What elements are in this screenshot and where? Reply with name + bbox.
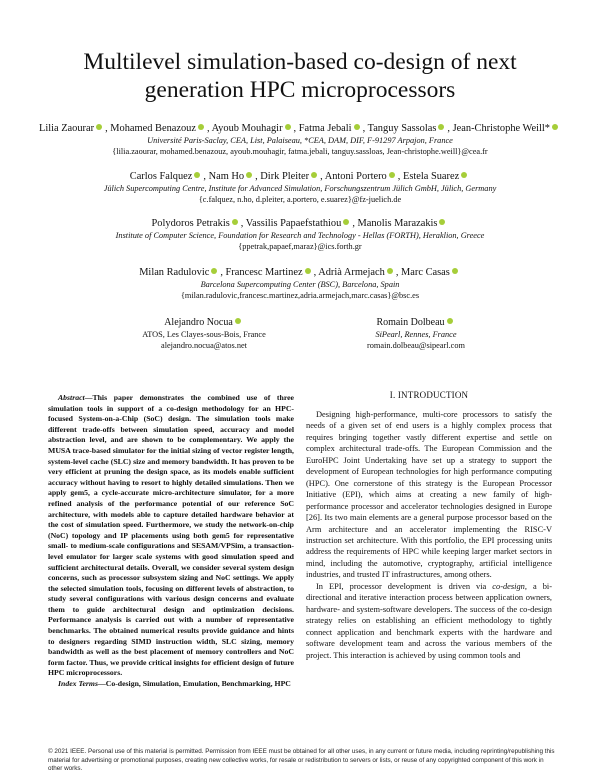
author-name: Fatma Jebali [298,123,352,134]
author-name: Francesc Martinez [225,267,303,278]
author-name: Antoni Portero [324,171,387,182]
orcid-icon[interactable] [447,318,453,324]
orcid-icon[interactable] [232,219,238,225]
abstract-paragraph [48,393,294,679]
author-name: Milan Radulovic [139,267,210,278]
orcid-icon[interactable] [194,172,200,178]
author-name: Dirk Pleiter [260,171,310,182]
email-line: alejandro.nocua@atos.net [161,341,247,350]
author-name: Alejandro Nocua [164,317,233,328]
orcid-icon[interactable] [211,268,217,274]
affiliation: Barcelona Supercomputing Center (BSC), Barcelona, Spain [200,280,400,289]
orcid-icon[interactable] [552,124,558,130]
author-name: Carlos Falquez [129,171,193,182]
author-name: Jean-Christophe Weill* [452,123,550,134]
affiliation: ATOS, Les Clayes-sous-Bois, France [142,330,266,339]
orcid-icon[interactable] [198,124,204,130]
author-name: Polydoros Petrakis [151,218,230,229]
orcid-icon[interactable] [387,268,393,274]
author-group-3 [20,217,580,252]
author-names: Carlos Falquez , Nam Ho , Dirk Pleiter , Antoni Portero , Estela Suarez [20,170,580,183]
orcid-icon[interactable] [96,124,102,130]
author-name: Lilia Zaourar [38,123,95,134]
orcid-icon[interactable] [452,268,458,274]
author-names: Lilia Zaourar , Mohamed Benazouz , Ayoub Mouhagir , Fatma Jebali , Tanguy Sassolas , Jean-Christophe Weill* [20,122,580,135]
author-name: Vassilis Papaefstathiou [245,218,342,229]
author-name: Marc Casas [401,267,450,278]
author-names: Milan Radulovic , Francesc Martinez , Adrià Armejach , Marc Casas [20,266,580,279]
author-group-4 [20,266,580,301]
introduction-body [306,409,552,661]
orcid-icon[interactable] [439,219,445,225]
author-name: Mohamed Benazouz [110,123,196,134]
abstract-label: Abstract [58,393,85,402]
orcid-icon[interactable] [311,172,317,178]
affiliation: Institute of Computer Science, Foundation for Research and Technology - Hellas (FORTH), Heraklion, Greece [115,231,485,240]
author-name: Ayoub Mouhagir [211,123,283,134]
author-name: Nam Ho [208,171,245,182]
copyright-footer: © 2021 IEEE. Personal use of this material is permitted. Permission from IEEE must be obtained for all other uses, in any current or future media, including reprinting/republishing this material for advertising or promotional purposes, creating new collective works, for resale or redistribution to servers or lists, or reuse of any copyrighted component of this work in other works. [48,748,555,773]
orcid-icon[interactable] [354,124,360,130]
intro-p2-rest: , a bi-directional and iterative interaction process between application owners, hardware- and system-software developers. The success of the co-design strategy relies on establishing an efficient methodology to tightly connect application and benchmark experts with the hardware and software development team and across the various members of the project. This interaction is achieved by using common tools and [306,581,552,660]
email-line: {ppetrak,papaef,maraz}@ics.forth.gr [238,242,362,251]
author-name: Tanguy Sassolas [367,123,437,134]
author-group-1 [20,122,580,157]
paper-title: Multilevel simulation-based co-design of next generation HPC microprocessors [83,49,517,103]
affiliation: Université Paris-Saclay, CEA, List, Palaiseau, *CEA, DAM, DIF, F-91297 Arpajon, France [147,136,453,145]
affiliation: SiPearl, Rennes, France [375,330,457,339]
orcid-icon[interactable] [246,172,252,178]
index-terms [48,679,294,690]
orcid-icon[interactable] [235,318,241,324]
author-group-2 [20,170,580,205]
author-name: Estela Suarez [402,171,460,182]
intro-paragraph-2 [306,581,552,661]
email-line: {c.falquez, n.ho, d.pleiter, a.portero, e.suarez}@fz-juelich.de [198,195,402,204]
intro-p2-emphasis: co-design [492,581,525,591]
section-heading: I. INTRODUCTION [389,390,469,400]
intro-p2-start: In EPI, processor development is driven via [316,581,493,591]
orcid-icon[interactable] [461,172,467,178]
author-left [104,316,304,351]
orcid-icon[interactable] [343,219,349,225]
author-name: Romain Dolbeau [376,317,445,328]
abstract [48,393,294,690]
intro-paragraph-1: Designing high-performance, multi-core processors to satisfy the needs of a given set of end users is a highly complex process that requires bringing together vastly different expertise and settle on complex architectural trade-offs. The European Commission and the EuroHPC Joint Undertaking have set up a strategy to support the development of European technologies for high performance computing (HPC). One cornerstone of this strategy is the European Processor Initiative (EPI), which aims at creating a new family of high-performance processor and accelerator technologies designed in Europe [26]. Its two main elements are a general purpose processor based on the Arm architecture and an accelerator implementing the RISC-V instruction set architecture. With this portfolio, the EPI processing units address the requirements of HPC while keeping larger market sectors in mind, including the automotive, cryptography, artificial intelligence industries, and trusted IT infrastructures, among others. [306,410,552,580]
author-names: Polydoros Petrakis , Vassilis Papaefstathiou , Manolis Marazakis [20,217,580,230]
email-line: {milan.radulovic,francesc.martinez,adria.armejach,marc.casas}@bsc.es [180,291,420,300]
author-name: Adrià Armejach [318,267,385,278]
index-terms-label: Index Terms [58,679,98,689]
author-names [316,316,516,329]
email-line: romain.dolbeau@sipearl.com [367,341,465,350]
author-right [316,316,516,351]
index-terms-text: —Co-design, Simulation, Emulation, Benchmarking, HPC [97,679,291,689]
author-names [104,316,304,329]
affiliation: Jülich Supercomputing Centre, Institute for Advanced Simulation, Forschungszentrum Jülich GmbH, Jülich, Germany [103,184,497,193]
orcid-icon[interactable] [285,124,291,130]
author-name: Manolis Marazakis [357,218,438,229]
orcid-icon[interactable] [389,172,395,178]
orcid-icon[interactable] [438,124,444,130]
email-line: {lilia.zaourar, mohamed.benazouz, ayoub.mouhagir, fatma.jebali, tanguy.sassloas, Jean-christophe.weill}@cea.fr [112,147,488,156]
orcid-icon[interactable] [305,268,311,274]
abstract-text: —This paper demonstrates the combined use of three simulation tools in support of a co-design methodology for an HPC-focused System-on-a-Chip (SoC) design. The simulation tools make different trade-offs between simulation speed, accuracy and model abstraction level, and are shown to be complementary. We apply the MUSA trace-based simulator for the initial sizing of vector register length, system-level cache (SLC) size and memory bandwidth. It has proven to be very efficient at pruning the design space, as its models enable sufficient accuracy without having to resort to highly detailed simulations. Then we apply gem5, a cycle-accurate micro-architecture simulator, for a more refined analysis of the performance potential of our reference SoC architecture, with models able to capture detailed hardware behavior at the cost of simulation speed. Furthermore, we study the network-on-chip (NoC) topology and IP placements using both gem5 for representative small- to medium-scale configurations and SESAM/VPSim, a transaction-level emulator for larger scale systems with good simulation speed and sufficient architectural details. Overall, we consider several system design concerns, such as processor subsystem sizing and NoC settings. We apply the selected simulation tools, focusing on different levels of abstraction, to study several configurations with various design concerns and evaluate them to guide architectural design and optimization decisions. Performance analysis is carried out with a number of representative benchmarks. The obtained numerical results provide guidance and hints to designers regarding SIMD instruction width, SLC sizing, memory bandwidth as well as the best placement of memory controllers and NoC form factor. Thus, we provide critical insights for efficient design of future HPC microprocessors. [48,393,294,678]
